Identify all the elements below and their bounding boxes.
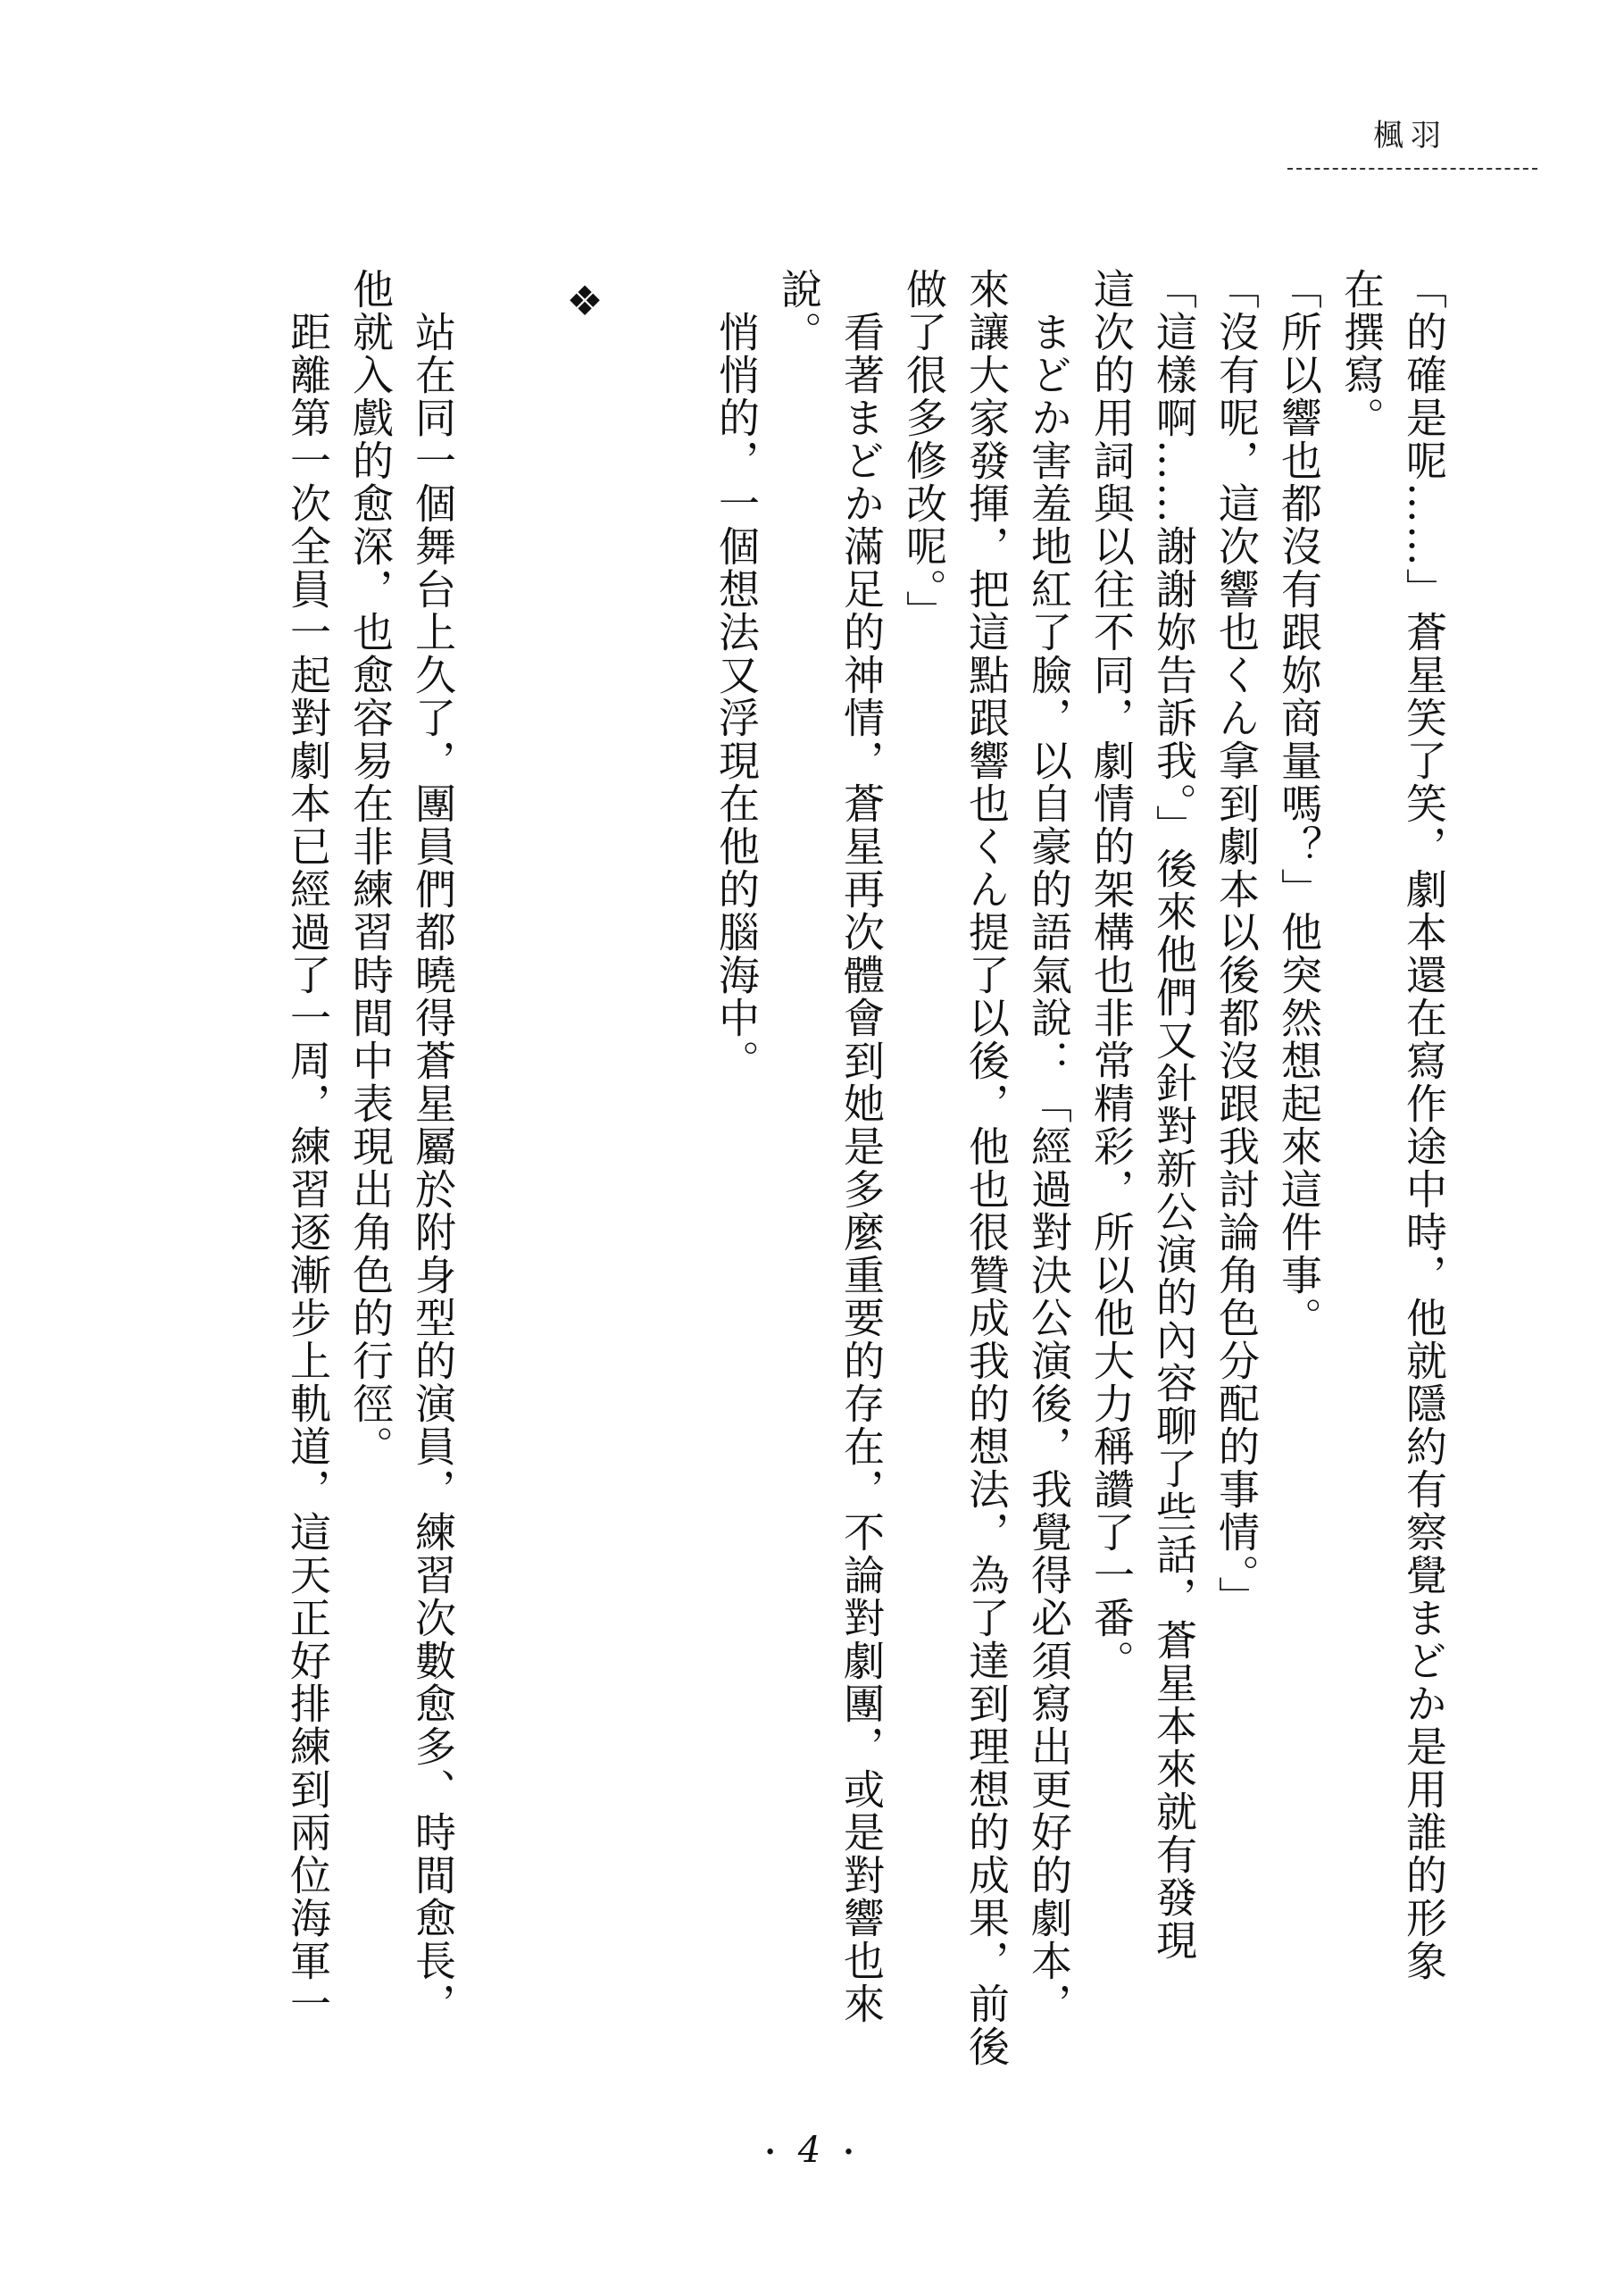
page-number-value: 4: [797, 2130, 827, 2171]
paragraph-line: 「沒有呢，這次響也くん拿到劇本以後都沒跟我討論角色分配的事情。」: [1212, 268, 1261, 1619]
paragraph-line: 「這樣啊……謝謝妳告訴我。」後來他們又針對新公演的內容聊了些話，蒼星本來就有發現: [1150, 268, 1198, 1962]
section-divider-icon: ❖: [561, 277, 609, 327]
paragraph-line: 做了很多修改呢。」: [900, 268, 948, 633]
paragraph-line: 「所以響也都沒有跟妳商量嗎？」他突然想起來這件事。: [1275, 268, 1323, 1339]
paragraph-line: 他就入戲的愈深，也愈容易在非練習時間中表現出角色的行徑。: [346, 268, 395, 1468]
header-dashed-rule: [1287, 168, 1537, 170]
paragraph-line: 說。: [775, 268, 823, 354]
section-gap: [616, 268, 705, 2072]
page-number-bullet-left: •: [764, 2141, 782, 2165]
section-gap: [464, 268, 554, 2072]
paragraph-line: 看著まどか滿足的神情，蒼星再次體會到她是多麼重要的存在，不論對劇團，或是對響也來: [837, 268, 886, 2025]
paragraph-line: 距離第一次全員一起對劇本已經過了一周，練習逐漸步上軌道，這天正好排練到兩位海軍一: [284, 268, 332, 2025]
paragraph-line: まどか害羞地紅了臉，以自豪的語氣說：「經過對決公演後，我覺得必須寫出更好的劇本，: [1025, 268, 1073, 2025]
paragraph-line: 在撰寫。: [1337, 268, 1386, 439]
page-number: [0, 2130, 1624, 2171]
paragraph-line: 「的確是呢……」蒼星笑了笑，劇本還在寫作途中時，他就隱約有察覺まどか是用誰的形象: [1400, 268, 1448, 1982]
running-header-author: 楓羽: [1373, 118, 1448, 154]
paragraph-line: 悄悄的，一個想法又浮現在他的腦海中。: [712, 268, 761, 1082]
page-number-bullet-right: •: [842, 2141, 860, 2165]
paragraph-line: 站在同一個舞台上久了，團員們都曉得蒼星屬於附身型的演員，練習次數愈多、時間愈長，: [409, 268, 457, 2025]
vertical-body-text: [205, 268, 1455, 2072]
paragraph-line: 這次的用詞與以往不同，劇情的架構也非常精彩，所以他大力稱讚了一番。: [1087, 268, 1136, 1682]
paragraph-line: 來讓大家發揮，把這點跟響也くん提了以後，他也很贊成我的想法，為了達到理想的成果，前後: [962, 268, 1011, 2068]
